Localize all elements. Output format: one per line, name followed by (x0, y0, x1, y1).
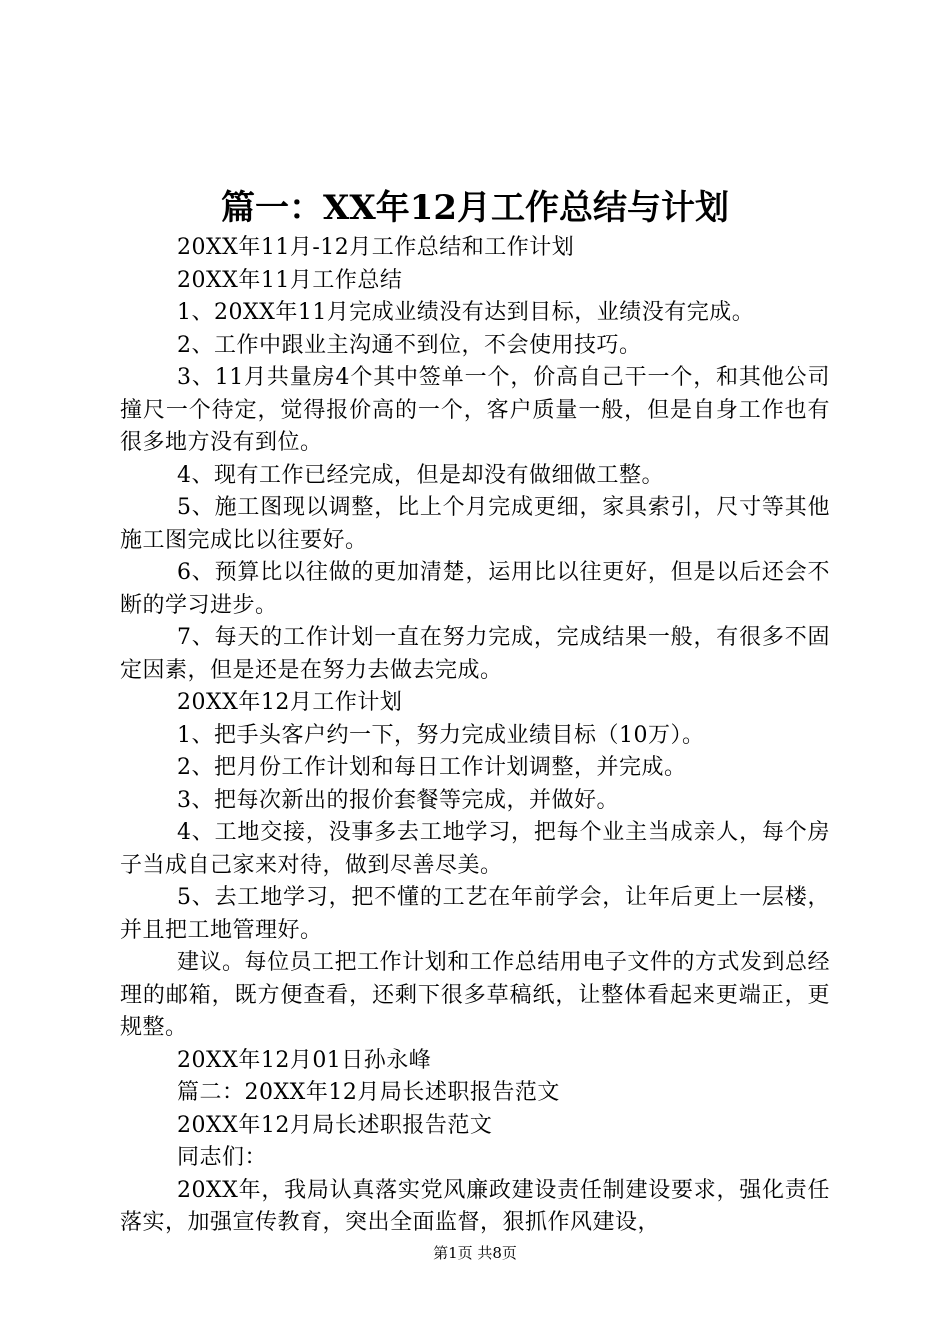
paragraph: 1、20XX年11月完成业绩没有达到目标，业绩没有完成。 (177, 300, 755, 325)
paragraph: 3、把每次新出的报价套餐等完成，并做好。 (177, 787, 619, 813)
paragraph: 2、工作中跟业主沟通不到位，不会使用技巧。 (177, 332, 642, 358)
paragraph: 20XX年11月工作总结 (177, 267, 403, 293)
paragraph: 20XX年11月-12月工作总结和工作计划 (177, 235, 575, 260)
paragraph: 5、施工图现以调整，比上个月完成更细，家具索引，尺寸等其他施工图完成比以往要好。 (120, 495, 830, 553)
paragraph: 4、工地交接，没事多去工地学习，把每个业主当成亲人，每个房子当成自己家来对待，做到尽善尽美。 (120, 820, 830, 878)
paragraph: 20XX年12月局长述职报告范文 (177, 1112, 493, 1138)
paragraph: 同志们： (177, 1145, 268, 1170)
paragraph: 篇二：20XX年12月局长述职报告范文 (177, 1080, 560, 1105)
paragraph: 20XX年12月01日孙永峰 (177, 1047, 432, 1073)
paragraph: 7、每天的工作计划一直在努力完成，完成结果一般，有很多不固定因素，但是还是在努力去做去完成。 (120, 625, 830, 683)
document-title: 篇一：XX年12月工作总结与计划 (220, 188, 730, 228)
paragraph: 1、把手头客户约一下，努力完成业绩目标（10万）。 (177, 722, 705, 748)
paragraph: 4、现有工作已经完成，但是却没有做细做工整。 (177, 462, 664, 488)
paragraph: 3、11月共量房4个其中签单一个，价高自己干一个，和其他公司撞尺一个待定，觉得报价高的一个，客户质量一般，但是自身工作也有很多地方没有到位。 (120, 365, 830, 455)
paragraph: 6、预算比以往做的更加清楚，运用比以往更好，但是以后还会不断的学习进步。 (120, 560, 830, 618)
paragraph: 5、去工地学习，把不懂的工艺在年前学会，让年后更上一层楼，并且把工地管理好。 (120, 885, 830, 943)
paragraph: 建议。每位员工把工作计划和工作总结用电子文件的方式发到总经理的邮箱，既方便查看，还剩下很多草稿纸，让整体看起来更端正，更规整。 (120, 950, 830, 1040)
paragraph: 20XX年12月工作计划 (177, 690, 403, 715)
document-body (120, 232, 830, 1240)
paragraph: 2、把月份工作计划和每日工作计划调整，并完成。 (177, 755, 687, 780)
paragraph: 20XX年，我局认真落实党风廉政建设责任制建设要求，强化责任落实，加强宣传教育，突出全面监督，狠抓作风建设， (120, 1177, 830, 1235)
page-footer: 第1页 共8页 (433, 1244, 517, 1262)
